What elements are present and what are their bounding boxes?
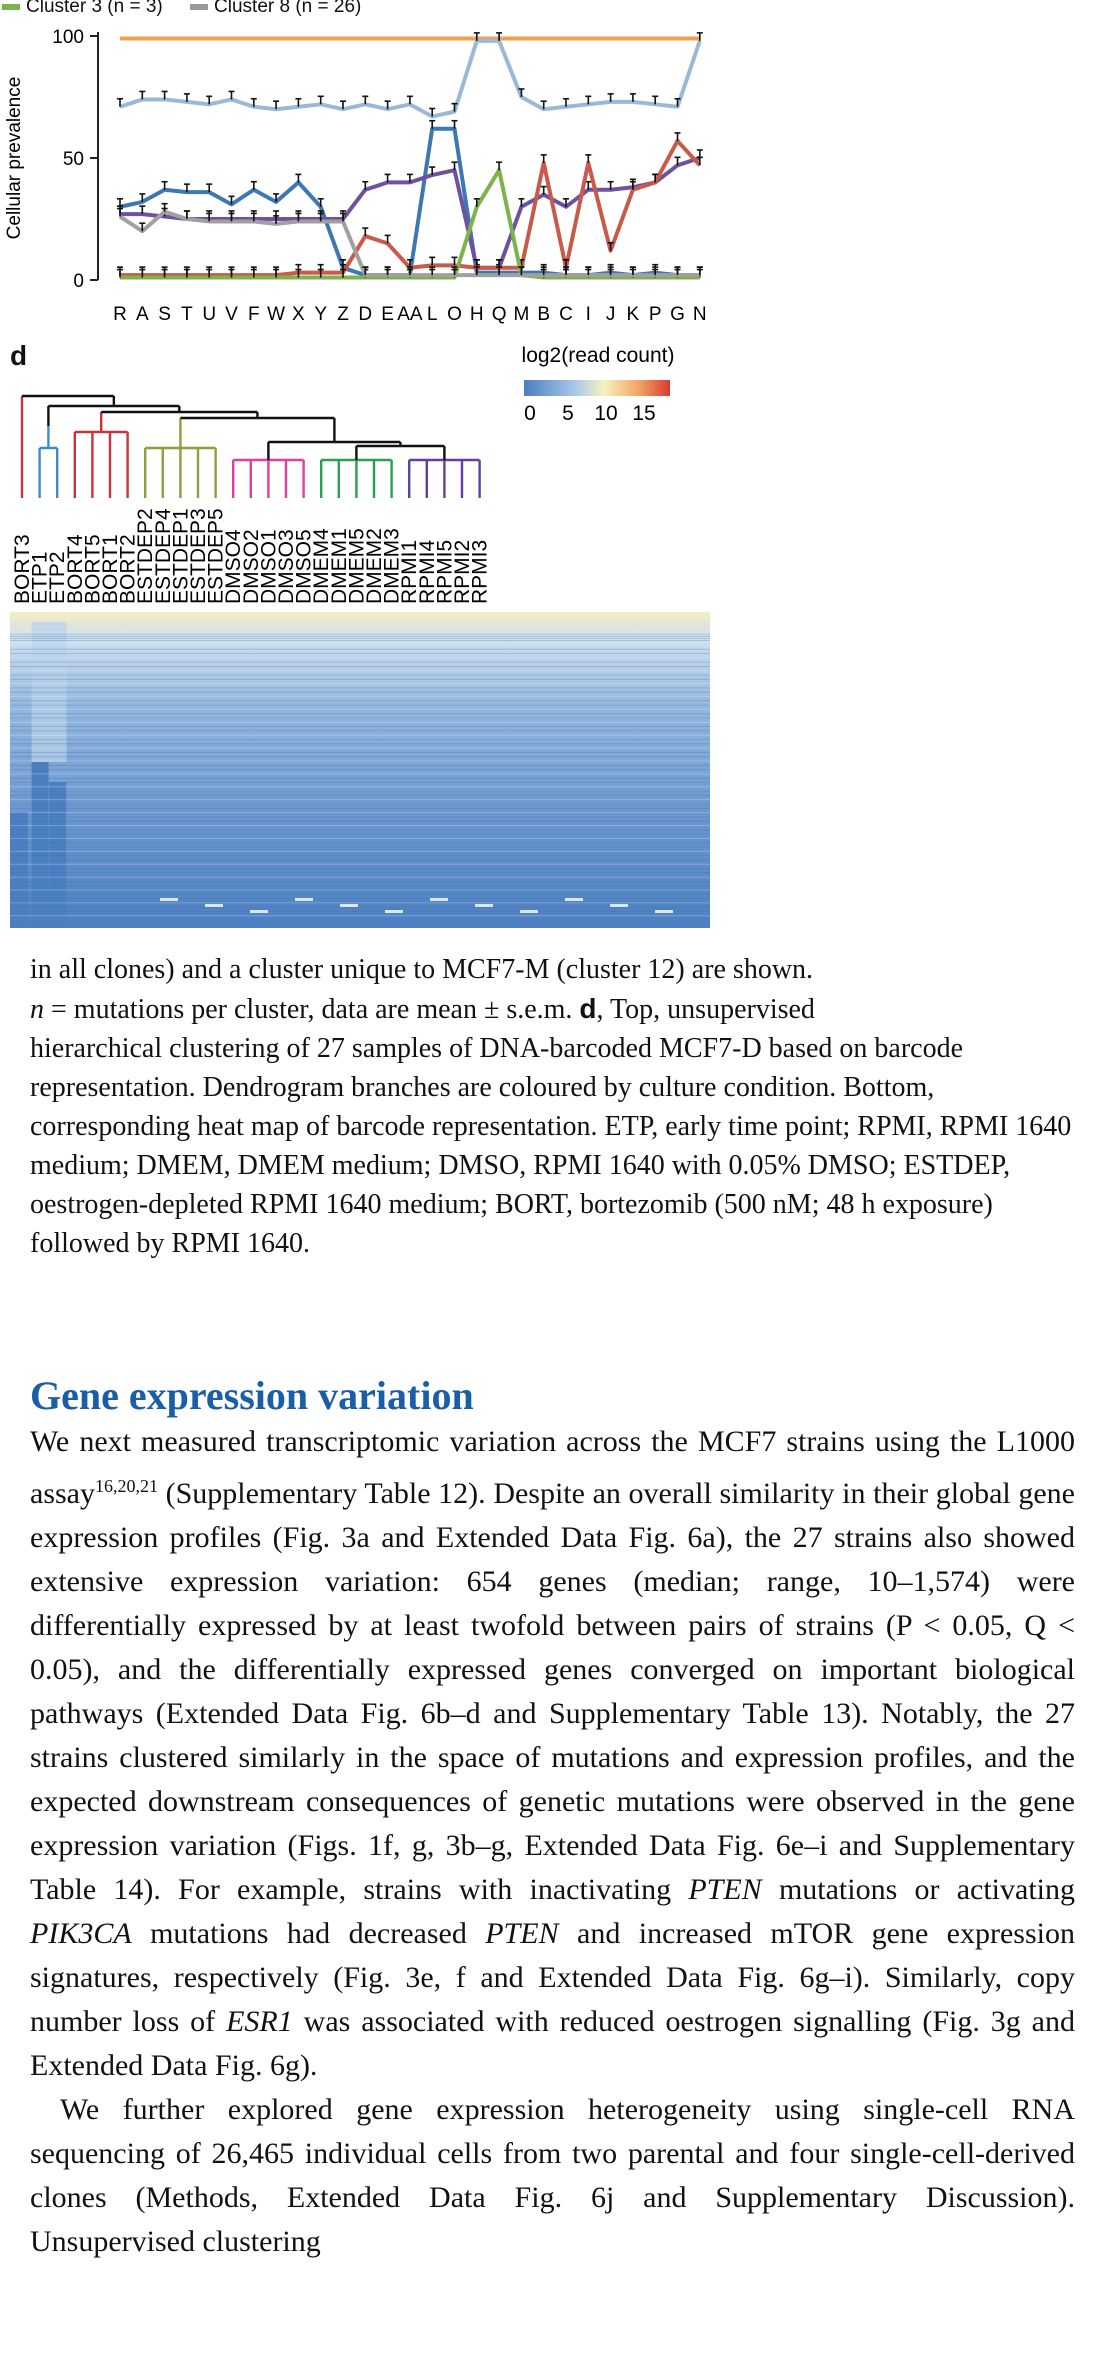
sample-label: RPMI3 xyxy=(468,539,492,604)
section-heading: Gene expression variation xyxy=(30,1373,474,1418)
x-tick-label: V xyxy=(225,304,238,325)
heatmap-highlight xyxy=(160,898,178,901)
sample-label: ETP1 xyxy=(28,551,52,604)
x-tick-label: T xyxy=(181,304,193,325)
x-tick-label: A xyxy=(135,304,149,325)
x-tick-label: B xyxy=(537,304,551,325)
sample-label: RPMI5 xyxy=(433,539,457,604)
x-tick-label: S xyxy=(158,304,171,325)
body-text xyxy=(30,1420,1075,2264)
heatmap-highlight xyxy=(250,910,268,913)
panel-label-d: d xyxy=(10,340,28,371)
sample-label: RPMI1 xyxy=(398,539,422,604)
series-line-cluster-8 xyxy=(120,41,700,117)
heatmap-highlight xyxy=(520,910,538,913)
legend-label-cluster8: Cluster 8 (n = 26) xyxy=(214,0,362,17)
sample-label: BORT2 xyxy=(116,534,140,604)
sample-label: BORT4 xyxy=(63,534,87,604)
sample-label: RPMI4 xyxy=(415,539,439,604)
y-axis-label: Cellular prevalence xyxy=(4,76,25,240)
sample-label: DMSO1 xyxy=(257,529,281,604)
paragraph-2: We further explored gene expression heterogeneity using single-cell RNA sequencing of 26,465 individual cells from two parental and four single-cell-derived clones (Methods, Extended Data Fig. 6j and Supplementary Discussion). Unsupervised clustering xyxy=(30,2093,1075,2258)
x-tick-label: W xyxy=(267,304,286,325)
sample-label: DMSO2 xyxy=(239,529,263,604)
sample-label: DMSO3 xyxy=(275,529,298,604)
prevalence-line-chart xyxy=(0,22,1101,332)
p1-text-a: We next measured transcriptomic variation across the MCF7 strains using the L1000 assay xyxy=(30,1425,1075,1510)
p1-text-e: and increased mTOR gene expression signatures, respectively (Fig. 3e, f and Extended Data Fig. 6g–i). Similarly, copy number loss of xyxy=(30,1917,1075,2038)
gene-pten-2: PTEN xyxy=(485,1917,559,1950)
series-line-red xyxy=(120,141,700,275)
x-tick-label: X xyxy=(292,304,305,325)
colorbar xyxy=(524,380,670,396)
x-tick-label: Y xyxy=(314,304,328,325)
x-tick-label: H xyxy=(469,304,484,325)
x-tick-label: U xyxy=(202,304,217,325)
p1-text-f: was associated with reduced oestrogen signalling (Fig. 3g and Extended Data Fig. 6g). xyxy=(30,2005,1075,2082)
x-tick-label: P xyxy=(648,304,662,325)
paragraph-1 xyxy=(30,1420,1075,2088)
y-tick-label: 0 xyxy=(73,271,84,292)
dendrogram-heatmap xyxy=(0,330,1101,930)
sample-label: DMEM2 xyxy=(363,528,386,604)
figure-caption xyxy=(30,950,1075,1263)
caption-line-2-end: , Top, unsupervised xyxy=(596,994,815,1025)
sample-label: ESTDEP4 xyxy=(151,508,175,604)
caption-line-2-text: = mutations per cluster, data are mean ± s.e.m. xyxy=(44,994,580,1025)
y-tick-label: 50 xyxy=(62,149,84,170)
sample-label: ESTDEP1 xyxy=(169,508,193,604)
p1-text-b: (Supplementary Table 12). Despite an overall similarity in their global gene expression profiles (Fig. 3a and Extended Data Fig. 6a), the 27 strains also showed extensive expression variation: 654 genes (median; range, 10–1,574) were differentially expressed by at least twofold between pairs of strains (P < 0.05, Q < 0.05), and the differentially expressed genes converged on important biological pathways (Extended Data Fig. 6b–d and Supplementary Table 13). Notably, the 27 strains clustered similarly in the space of mutations and expression profiles, and the expected downstream consequences of genetic mutations were observed in the gene expression variation (Figs. 1f, g, 3b–g, Extended Data Fig. 6e–i and Supplementary Table 14). For example, strains with inactivating xyxy=(30,1477,1075,1906)
x-tick-label: K xyxy=(626,304,640,325)
colorbar-tick-label: 5 xyxy=(562,402,574,425)
sample-label: DMSO5 xyxy=(292,529,316,604)
colorbar-tick-label: 0 xyxy=(524,402,536,425)
x-tick-label: N xyxy=(692,304,707,325)
colorbar-tick-label: 15 xyxy=(632,402,656,425)
sample-label: BORT3 xyxy=(11,534,34,604)
gene-esr1: ESR1 xyxy=(226,2005,293,2038)
legend-swatch-cluster3 xyxy=(2,4,20,10)
sample-label: DMSO4 xyxy=(222,529,246,604)
x-tick-label: G xyxy=(670,304,685,325)
sample-label: BORT5 xyxy=(81,534,105,604)
gene-pik3ca: PIK3CA xyxy=(30,1917,132,1950)
sample-label: ESTDEP5 xyxy=(204,508,228,604)
x-tick-label: L xyxy=(426,304,438,325)
colorbar-tick-label: 10 xyxy=(594,402,618,425)
caption-n: n xyxy=(30,994,44,1025)
x-tick-label: D xyxy=(358,304,373,325)
x-tick-label: O xyxy=(447,304,462,325)
caption-line-2 xyxy=(30,989,1075,1029)
sample-label: ESTDEP3 xyxy=(187,508,210,604)
sample-label: ESTDEP2 xyxy=(134,508,158,604)
p1-text-c: mutations or activating xyxy=(761,1873,1076,1906)
caption-line-1: in all clones) and a cluster unique to MCF7-M (cluster 12) are shown. xyxy=(30,954,814,985)
heatmap-highlight xyxy=(430,898,448,901)
heatmap-highlight xyxy=(565,898,583,901)
colorbar-label: log2(read count) xyxy=(521,344,675,367)
x-tick-label: Z xyxy=(337,304,349,325)
x-tick-label: R xyxy=(113,304,127,325)
chart-legend xyxy=(0,0,361,18)
x-tick-label: M xyxy=(513,304,530,325)
heatmap-highlight xyxy=(475,904,493,907)
sample-label: DMEM4 xyxy=(310,528,334,604)
caption-rest: hierarchical clustering of 27 samples of DNA-barcoded MCF7-D based on barcode representation. Dendrogram branches are coloured by culture condition. Bottom, corresponding heat map of barcode representation. ETP, early time point; RPMI, RPMI 1640 medium; DMEM, DMEM medium; DMSO, RPMI 1640 with 0.05% DMSO; ESTDEP, oestrogen-depleted RPMI 1640 medium; BORT, bortezomib (500 nM; 48 h exposure) followed by RPMI 1640. xyxy=(30,1033,1072,1259)
heatmap-highlight xyxy=(655,910,673,913)
sample-label: BORT1 xyxy=(99,534,122,604)
series-line-blue xyxy=(120,129,700,275)
legend-swatch-cluster8 xyxy=(190,4,208,10)
x-tick-label: C xyxy=(559,304,573,325)
sample-label: RPMI2 xyxy=(451,539,474,604)
sample-label: DMEM1 xyxy=(327,528,351,604)
p1-citation: 16,20,21 xyxy=(94,1476,158,1496)
heatmap-highlight xyxy=(205,904,223,907)
heatmap-highlight xyxy=(340,904,358,907)
x-tick-label: I xyxy=(585,304,591,325)
sample-label: DMEM5 xyxy=(345,528,369,604)
x-tick-label: E xyxy=(381,304,394,325)
heatmap-highlight xyxy=(385,910,403,913)
legend-label-cluster3: Cluster 3 (n = 3) xyxy=(26,0,163,17)
gene-pten: PTEN xyxy=(688,1873,762,1906)
heatmap-highlight xyxy=(295,898,313,901)
x-tick-label: F xyxy=(247,304,260,325)
caption-d: d xyxy=(579,993,597,1024)
sample-label: DMEM3 xyxy=(380,528,404,604)
x-tick-label: J xyxy=(605,304,616,325)
x-tick-label: Q xyxy=(491,304,507,325)
heatmap-highlight xyxy=(610,904,628,907)
x-tick-label: AA xyxy=(397,304,423,325)
y-tick-label: 100 xyxy=(52,27,84,48)
sample-label: ETP2 xyxy=(46,551,70,604)
p1-text-d: mutations had decreased xyxy=(131,1917,486,1950)
